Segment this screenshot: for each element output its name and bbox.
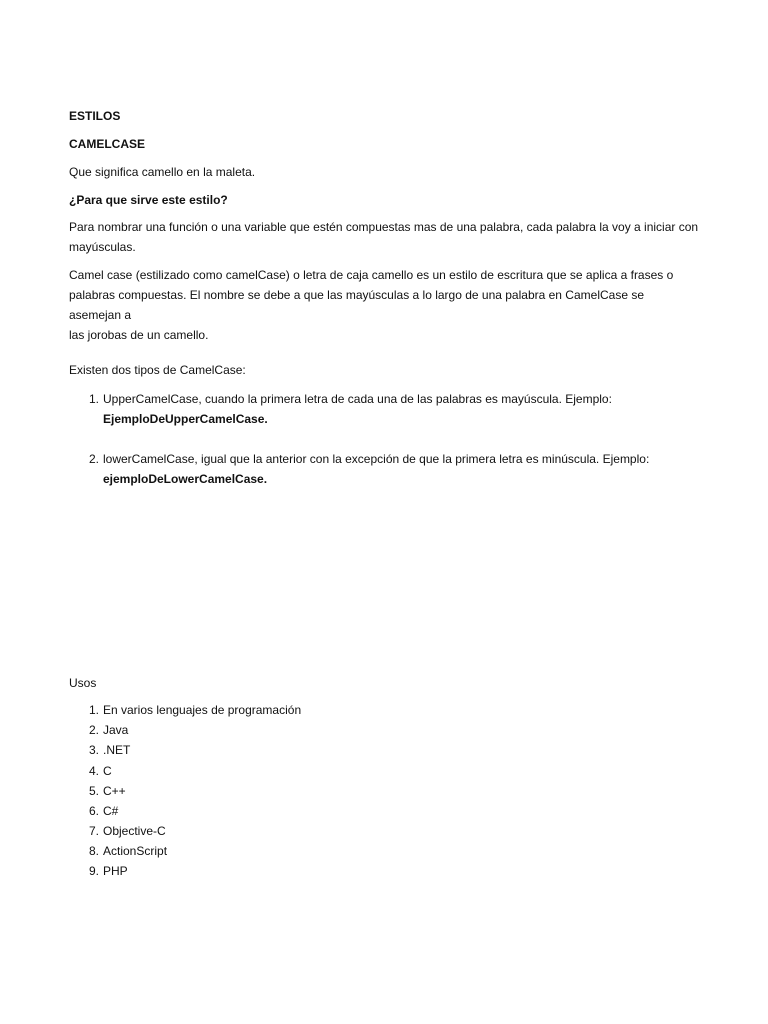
- purpose-line: Para nombrar una función o una variable que estén compuestas mas de una palabra, cada palabra la voy a iniciar con: [69, 220, 699, 234]
- list-item-text: lowerCamelCase, igual que la anterior con la excepción de que la primera letra es minúscula. Ejemplo:: [103, 452, 650, 466]
- types-intro: Existen dos tipos de CamelCase:: [69, 363, 246, 377]
- list-number: 2.: [88, 452, 99, 466]
- list-number: 7.: [88, 824, 99, 838]
- list-number: 4.: [88, 764, 99, 778]
- meaning-text: Que significa camello en la maleta.: [69, 165, 256, 179]
- list-item-text: C#: [103, 804, 119, 818]
- list-item-text: UpperCamelCase, cuando la primera letra de cada una de las palabras es mayúscula. Ejemplo:: [103, 392, 612, 406]
- list-number: 8.: [88, 844, 99, 858]
- list-number: 9.: [88, 864, 99, 878]
- purpose-line: mayúsculas.: [69, 240, 136, 254]
- purpose-paragraph: [69, 217, 699, 257]
- heading-camelcase: CAMELCASE: [69, 137, 146, 151]
- example-text: EjemploDeUpperCamelCase.: [103, 412, 268, 426]
- list-item-text: C++: [103, 784, 126, 798]
- list-item-text: PHP: [103, 864, 128, 878]
- list-item-text: En varios lenguajes de programación: [103, 703, 302, 717]
- list-item-text: C: [103, 764, 112, 778]
- question-text: ¿Para que sirve este estilo?: [69, 193, 228, 207]
- list-number: 3.: [88, 743, 99, 757]
- list-number: 5.: [88, 784, 99, 798]
- list-item-text: Objective-C: [103, 824, 166, 838]
- list-number: 6.: [88, 804, 99, 818]
- list-number: 1.: [88, 392, 99, 406]
- list-number: 1.: [88, 703, 99, 717]
- description-line: las jorobas de un camello.: [69, 328, 209, 342]
- example-text: ejemploDeLowerCamelCase.: [103, 472, 268, 486]
- description-paragraph: [69, 265, 699, 345]
- list-item-text: Java: [103, 723, 129, 737]
- uses-heading: Usos: [69, 676, 97, 690]
- list-number: 2.: [88, 723, 99, 737]
- description-line: Camel case (estilizado como camelCase) o letra de caja camello es un estilo de escritura que se aplica a frases o: [69, 268, 674, 282]
- heading-estilos: ESTILOS: [69, 109, 121, 123]
- list-item-text: .NET: [103, 743, 131, 757]
- list-item-text: ActionScript: [103, 844, 168, 858]
- description-line: palabras compuestas. El nombre se debe a que las mayúsculas a lo largo de una palabra en CamelCase se asemejan a: [69, 288, 645, 322]
